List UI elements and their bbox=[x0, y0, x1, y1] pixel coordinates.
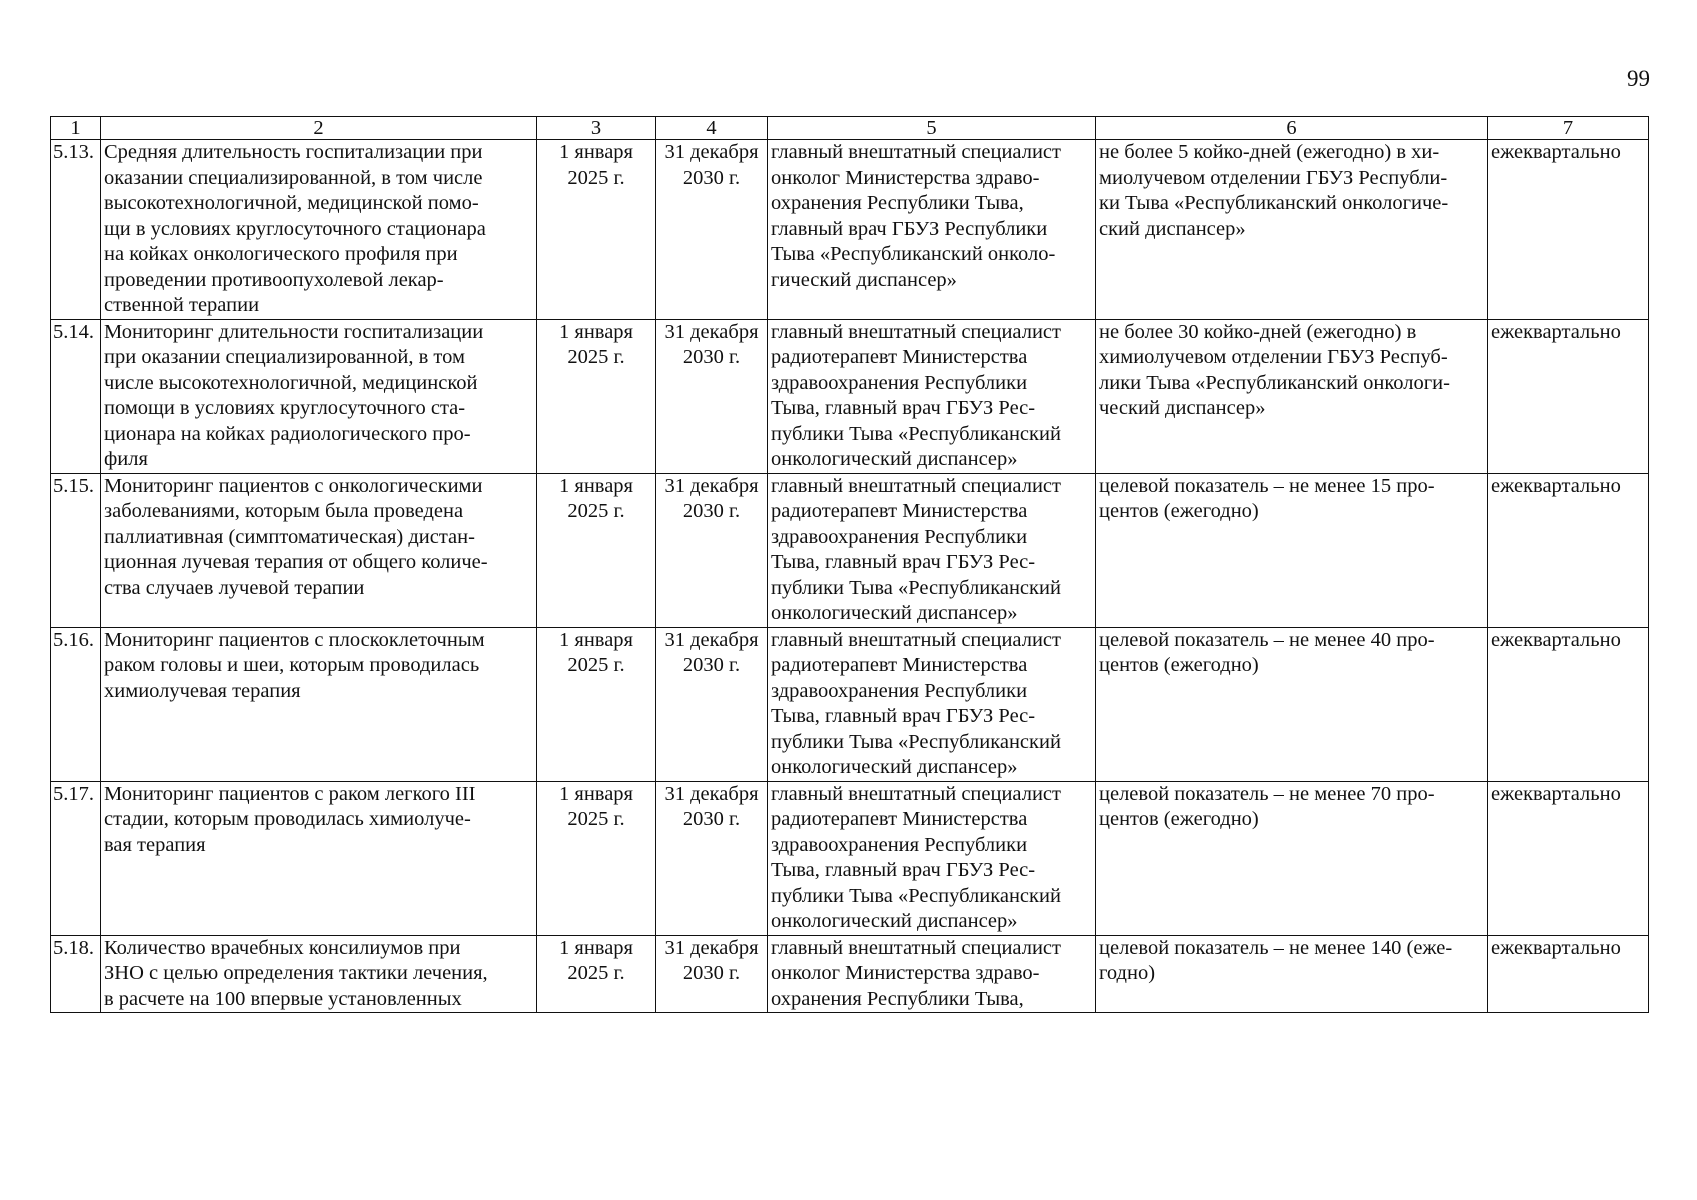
cell-line: Мониторинг пациентов с онкологическими bbox=[104, 474, 483, 497]
measure-name-cell bbox=[101, 319, 537, 473]
cell-line: Мониторинг пациентов с плоскоклеточным bbox=[104, 628, 485, 651]
cell-line: 1 января bbox=[559, 320, 633, 343]
cell-line: здравоохранения Республики bbox=[771, 371, 1028, 394]
cell-line: числе высокотехнологичной, медицинской bbox=[104, 371, 478, 394]
cell-line: ционная лучевая терапия от общего количе- bbox=[104, 551, 488, 573]
row-number-cell: 5.16. bbox=[51, 627, 101, 781]
cell-line: 2030 г. bbox=[682, 962, 741, 984]
responsible-cell bbox=[768, 627, 1096, 781]
cell-line: помощи в условиях круглосуточного ста- bbox=[104, 397, 466, 419]
column-header: 7 bbox=[1488, 117, 1649, 140]
cell-line: центов (ежегодно) bbox=[1099, 500, 1259, 522]
cell-line: 2030 г. bbox=[682, 500, 741, 522]
start-date-cell bbox=[537, 473, 656, 627]
cell-line: здравоохранения Республики bbox=[771, 833, 1028, 856]
cell-line: ский диспансер» bbox=[1099, 217, 1246, 240]
result-cell bbox=[1096, 319, 1488, 473]
measure-name-cell bbox=[101, 935, 537, 1013]
cell-line: онкологический диспансер» bbox=[771, 448, 1018, 470]
cell-line: Тыва, главный врач ГБУЗ Рес- bbox=[771, 705, 1036, 727]
cell-line: публики Тыва «Республиканский bbox=[771, 576, 1061, 599]
cell-line: 31 декабря bbox=[664, 320, 759, 343]
end-date-cell bbox=[656, 781, 768, 935]
cell-line: радиотерапевт Министерства bbox=[771, 808, 1028, 830]
cell-line: ежеквартально bbox=[1491, 474, 1621, 497]
end-date-cell bbox=[656, 140, 768, 320]
cell-line: ежеквартально bbox=[1491, 628, 1621, 651]
measure-name-cell bbox=[101, 473, 537, 627]
start-date-cell bbox=[537, 319, 656, 473]
cell-line: 2025 г. bbox=[567, 654, 625, 676]
cell-line: годно) bbox=[1099, 962, 1156, 984]
page-number: 99 bbox=[1627, 66, 1650, 91]
cell-line: целевой показатель – не менее 15 про- bbox=[1099, 474, 1435, 497]
end-date-cell bbox=[656, 627, 768, 781]
cell-line: здравоохранения Республики bbox=[771, 525, 1028, 548]
cell-line: Тыва, главный врач ГБУЗ Рес- bbox=[771, 859, 1036, 881]
column-header: 2 bbox=[101, 117, 537, 140]
cell-line: 31 декабря bbox=[664, 141, 759, 163]
column-header: 4 bbox=[656, 117, 768, 140]
measure-name-cell bbox=[101, 627, 537, 781]
cell-line: главный внештатный специалист bbox=[771, 141, 1061, 163]
cell-line: ства случаев лучевой терапии bbox=[104, 576, 365, 599]
cell-line: Средняя длительность госпитализации при bbox=[104, 141, 483, 163]
measure-name-cell bbox=[101, 140, 537, 320]
cell-line: в расчете на 100 впервые установленных bbox=[104, 987, 462, 1010]
periodicity-cell bbox=[1488, 781, 1649, 935]
cell-line: ежеквартально bbox=[1491, 936, 1621, 959]
cell-line: радиотерапевт Министерства bbox=[771, 500, 1028, 522]
periodicity-cell bbox=[1488, 935, 1649, 1013]
cell-line: ежеквартально bbox=[1491, 782, 1621, 805]
table-row bbox=[51, 319, 1649, 473]
cell-line: Количество врачебных консилиумов при bbox=[104, 936, 461, 959]
cell-line: радиотерапевт Министерства bbox=[771, 654, 1028, 676]
periodicity-cell bbox=[1488, 627, 1649, 781]
cell-line: 2025 г. bbox=[567, 808, 625, 830]
start-date-cell bbox=[537, 627, 656, 781]
cell-line: ежеквартально bbox=[1491, 141, 1621, 163]
cell-line: главный внештатный специалист bbox=[771, 474, 1061, 497]
cell-line: главный внештатный специалист bbox=[771, 320, 1061, 343]
cell-line: ческий диспансер» bbox=[1099, 397, 1266, 419]
cell-line: Тыва «Республиканский онколо- bbox=[771, 243, 1056, 265]
column-header: 3 bbox=[537, 117, 656, 140]
table-row bbox=[51, 627, 1649, 781]
end-date-cell bbox=[656, 319, 768, 473]
cell-line: онкологический диспансер» bbox=[771, 910, 1018, 932]
result-cell bbox=[1096, 140, 1488, 320]
column-header: 1 bbox=[51, 117, 101, 140]
responsible-cell bbox=[768, 781, 1096, 935]
cell-line: 2030 г. bbox=[682, 346, 741, 368]
cell-line: охранения Республики Тыва, bbox=[771, 192, 1024, 214]
result-cell bbox=[1096, 473, 1488, 627]
cell-line: 2025 г. bbox=[567, 962, 625, 984]
cell-line: центов (ежегодно) bbox=[1099, 654, 1259, 676]
cell-line: на койках онкологического профиля при bbox=[104, 243, 458, 265]
periodicity-cell bbox=[1488, 473, 1649, 627]
cell-line: химиолучевом отделении ГБУЗ Респуб- bbox=[1099, 346, 1448, 368]
cell-line: 31 декабря bbox=[664, 628, 759, 651]
cell-line: 2025 г. bbox=[567, 346, 625, 368]
cell-line: оказании специализированной, в том числе bbox=[104, 166, 483, 189]
cell-line: Мониторинг длительности госпитализации bbox=[104, 320, 484, 343]
cell-line: главный внештатный специалист bbox=[771, 628, 1061, 651]
result-cell bbox=[1096, 935, 1488, 1013]
cell-line: лики Тыва «Республиканский онкологи- bbox=[1099, 371, 1450, 394]
cell-line: раком головы и шеи, которым проводилась bbox=[104, 654, 480, 676]
row-number-cell: 5.17. bbox=[51, 781, 101, 935]
cell-line: стадии, которым проводилась химиолуче- bbox=[104, 808, 471, 830]
start-date-cell bbox=[537, 781, 656, 935]
cell-line: онкологический диспансер» bbox=[771, 756, 1018, 778]
responsible-cell bbox=[768, 935, 1096, 1013]
result-cell bbox=[1096, 781, 1488, 935]
cell-line: главный внештатный специалист bbox=[771, 782, 1061, 805]
cell-line: ционара на койках радиологического про- bbox=[104, 422, 471, 445]
cell-line: при оказании специализированной, в том bbox=[104, 346, 465, 368]
cell-line: 31 декабря bbox=[664, 474, 759, 497]
cell-line: онколог Министерства здраво- bbox=[771, 166, 1040, 189]
cell-line: щи в условиях круглосуточного стационара bbox=[104, 217, 486, 240]
cell-line: онкологический диспансер» bbox=[771, 602, 1018, 624]
cell-line: публики Тыва «Республиканский bbox=[771, 730, 1061, 753]
cell-line: ки Тыва «Республиканский онкологиче- bbox=[1099, 192, 1449, 214]
measure-name-cell bbox=[101, 781, 537, 935]
cell-line: паллиативная (симптоматическая) дистан- bbox=[104, 525, 475, 548]
cell-line: онколог Министерства здраво- bbox=[771, 962, 1040, 984]
column-header: 5 bbox=[768, 117, 1096, 140]
row-number-cell: 5.13. bbox=[51, 140, 101, 320]
cell-line: 2030 г. bbox=[682, 166, 741, 189]
result-cell bbox=[1096, 627, 1488, 781]
cell-line: высокотехнологичной, медицинской помо- bbox=[104, 192, 479, 214]
cell-line: охранения Республики Тыва, bbox=[771, 987, 1024, 1010]
cell-line: ЗНО с целью определения тактики лечения, bbox=[104, 962, 488, 984]
cell-line: химиолучевая терапия bbox=[104, 679, 301, 702]
cell-line: 2030 г. bbox=[682, 654, 741, 676]
cell-line: 1 января bbox=[559, 628, 633, 651]
row-number-cell: 5.15. bbox=[51, 473, 101, 627]
start-date-cell bbox=[537, 140, 656, 320]
cell-line: проведении противоопухолевой лекар- bbox=[104, 268, 444, 291]
cell-line: ежеквартально bbox=[1491, 320, 1621, 343]
responsible-cell bbox=[768, 319, 1096, 473]
cell-line: миолучевом отделении ГБУЗ Республи- bbox=[1099, 166, 1448, 189]
cell-line: целевой показатель – не менее 40 про- bbox=[1099, 628, 1435, 651]
cell-line: публики Тыва «Республиканский bbox=[771, 422, 1061, 445]
cell-line: 1 января bbox=[559, 782, 633, 805]
responsible-cell bbox=[768, 473, 1096, 627]
cell-line: не более 5 койко-дней (ежегодно) в хи- bbox=[1099, 141, 1440, 163]
row-number-cell: 5.18. bbox=[51, 935, 101, 1013]
cell-line: 1 января bbox=[559, 474, 633, 497]
cell-line: 31 декабря bbox=[664, 782, 759, 805]
cell-line: главный внештатный специалист bbox=[771, 936, 1061, 959]
periodicity-cell bbox=[1488, 140, 1649, 320]
cell-line: 2025 г. bbox=[567, 166, 625, 189]
cell-line: 2025 г. bbox=[567, 500, 625, 522]
cell-line: вая терапия bbox=[104, 833, 206, 856]
cell-line: 31 декабря bbox=[664, 936, 759, 959]
end-date-cell bbox=[656, 473, 768, 627]
cell-line: целевой показатель – не менее 140 (еже- bbox=[1099, 936, 1453, 959]
table-row bbox=[51, 140, 1649, 320]
cell-line: радиотерапевт Министерства bbox=[771, 346, 1028, 368]
responsible-cell bbox=[768, 140, 1096, 320]
cell-line: главный врач ГБУЗ Республики bbox=[771, 217, 1048, 240]
cell-line: целевой показатель – не менее 70 про- bbox=[1099, 782, 1435, 805]
cell-line: гический диспансер» bbox=[771, 268, 957, 291]
cell-line: здравоохранения Республики bbox=[771, 679, 1028, 702]
cell-line: Тыва, главный врач ГБУЗ Рес- bbox=[771, 397, 1036, 419]
table-row bbox=[51, 781, 1649, 935]
start-date-cell bbox=[537, 935, 656, 1013]
cell-line: филя bbox=[104, 448, 148, 470]
cell-line: 2030 г. bbox=[682, 808, 741, 830]
column-header: 6 bbox=[1096, 117, 1488, 140]
header-row bbox=[51, 117, 1649, 140]
cell-line: Мониторинг пациентов с раком легкого III bbox=[104, 782, 476, 805]
plan-table bbox=[50, 116, 1649, 1013]
cell-line: не более 30 койко-дней (ежегодно) в bbox=[1099, 320, 1417, 343]
table-row bbox=[51, 473, 1649, 627]
cell-line: ственной терапии bbox=[104, 294, 260, 316]
cell-line: 1 января bbox=[559, 141, 633, 163]
row-number-cell: 5.14. bbox=[51, 319, 101, 473]
cell-line: центов (ежегодно) bbox=[1099, 808, 1259, 830]
table-body bbox=[51, 140, 1649, 1013]
cell-line: 1 января bbox=[559, 936, 633, 959]
cell-line: публики Тыва «Республиканский bbox=[771, 884, 1061, 907]
cell-line: заболеваниями, которым была проведена bbox=[104, 500, 464, 522]
periodicity-cell bbox=[1488, 319, 1649, 473]
table-row bbox=[51, 935, 1649, 1013]
cell-line: Тыва, главный врач ГБУЗ Рес- bbox=[771, 551, 1036, 573]
end-date-cell bbox=[656, 935, 768, 1013]
